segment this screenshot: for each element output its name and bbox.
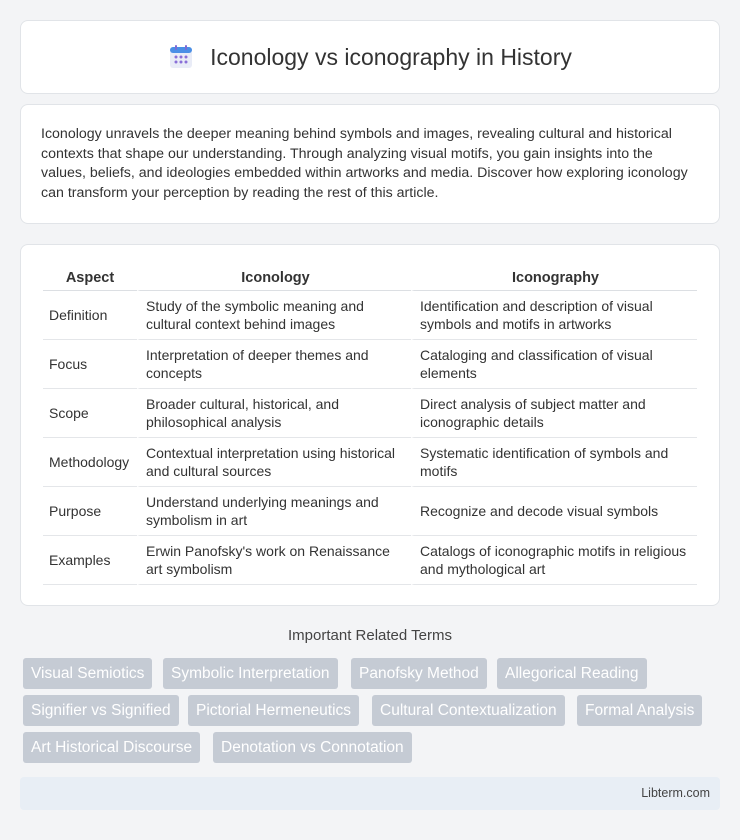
table-header-row [43, 265, 697, 291]
tag-pictorial-hermeneutics[interactable]: Pictorial Hermeneutics [188, 695, 359, 726]
column-header-iconography: Iconography [411, 265, 697, 291]
row-iconology: Broader cultural, historical, and philosophical analysis [137, 389, 411, 438]
calendar-icon [168, 44, 194, 70]
footer-site-link[interactable]: Libterm.com [641, 786, 710, 800]
column-header-aspect: Aspect [43, 265, 137, 291]
row-iconology: Study of the symbolic meaning and cultural context behind images [137, 291, 411, 340]
row-iconology: Contextual interpretation using historical and cultural sources [137, 438, 411, 487]
row-aspect: Examples [43, 536, 137, 585]
intro-card [20, 104, 720, 224]
comparison-table-card [20, 244, 720, 606]
row-iconography: Direct analysis of subject matter and iconographic details [411, 389, 697, 438]
row-iconology: Interpretation of deeper themes and concepts [137, 340, 411, 389]
row-aspect: Focus [43, 340, 137, 389]
row-iconography: Recognize and decode visual symbols [411, 487, 697, 536]
footer [20, 777, 720, 810]
page-title: Iconology vs iconography in History [210, 43, 572, 70]
table-row [43, 487, 697, 536]
row-iconography: Systematic identification of symbols and motifs [411, 438, 697, 487]
tag-denotation-vs-connotation[interactable]: Denotation vs Connotation [213, 732, 412, 763]
table-row [43, 389, 697, 438]
row-aspect: Purpose [43, 487, 137, 536]
row-iconology: Understand underlying meanings and symbolism in art [137, 487, 411, 536]
intro-text: Iconology unravels the deeper meaning behind symbols and images, revealing cultural and historical contexts that shape our understanding. Through analyzing visual motifs, you gain insights into the values, beliefs, and ideologies embedded within artworks and media. Discover how exploring iconology can transform your perception by reading the rest of this article. [41, 126, 688, 201]
tag-cultural-contextualization[interactable]: Cultural Contextualization [372, 695, 565, 726]
row-aspect: Definition [43, 291, 137, 340]
column-header-iconology: Iconology [137, 265, 411, 291]
table-row [43, 536, 697, 585]
tag-formal-analysis[interactable]: Formal Analysis [577, 695, 702, 726]
row-iconography: Catalogs of iconographic motifs in religious and mythological art [411, 536, 697, 585]
tag-signifier-vs-signified[interactable]: Signifier vs Signified [23, 695, 179, 726]
table-row [43, 291, 697, 340]
tag-symbolic-interpretation[interactable]: Symbolic Interpretation [163, 658, 338, 689]
tag-art-historical-discourse[interactable]: Art Historical Discourse [23, 732, 200, 763]
table-row [43, 340, 697, 389]
row-iconology: Erwin Panofsky's work on Renaissance art symbolism [137, 536, 411, 585]
tag-allegorical-reading[interactable]: Allegorical Reading [497, 658, 647, 689]
related-terms-title: Important Related Terms [288, 627, 452, 644]
row-aspect: Methodology [43, 438, 137, 487]
tag-panofsky-method[interactable]: Panofsky Method [351, 658, 487, 689]
row-aspect: Scope [43, 389, 137, 438]
comparison-table [43, 265, 697, 585]
tag-visual-semiotics[interactable]: Visual Semiotics [23, 658, 152, 689]
row-iconography: Identification and description of visual symbols and motifs in artworks [411, 291, 697, 340]
header-card [20, 20, 720, 94]
table-row [43, 438, 697, 487]
row-iconography: Cataloging and classification of visual elements [411, 340, 697, 389]
